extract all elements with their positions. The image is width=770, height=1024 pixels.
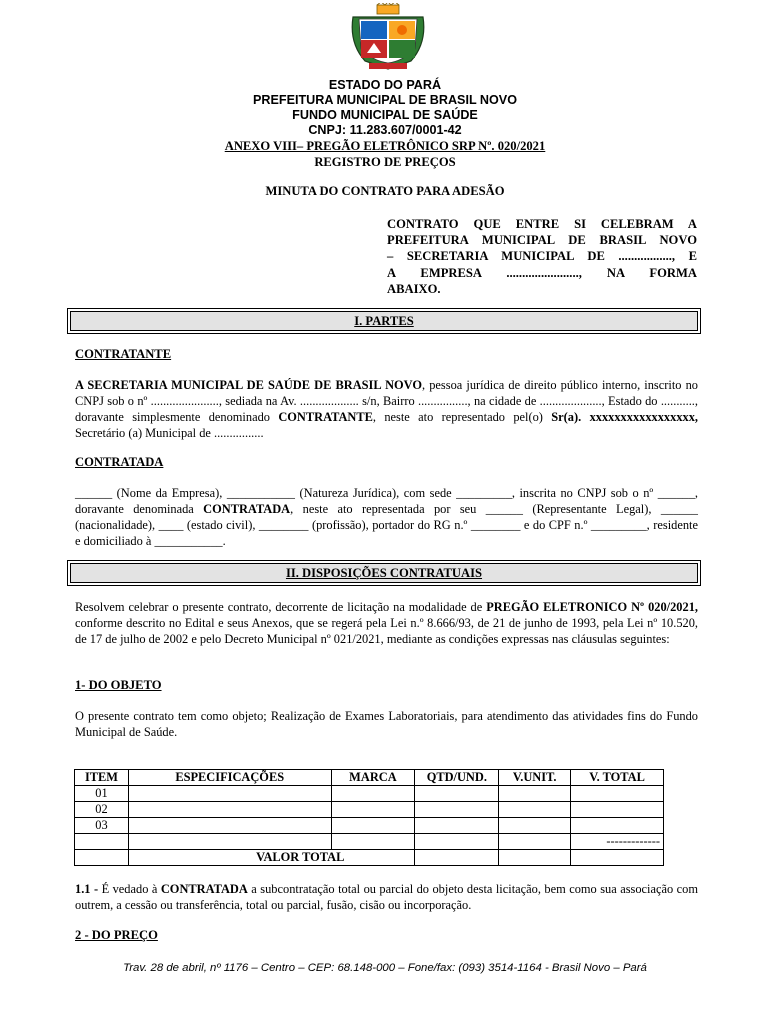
col-header: ESPECIFICAÇÕES <box>128 770 331 786</box>
document-header <box>0 78 770 138</box>
registry-title: REGISTRO DE PREÇOS <box>314 155 456 169</box>
bold-text: CONTRATADA <box>160 882 248 896</box>
col-header: V. TOTAL <box>571 770 664 786</box>
objeto-heading: 1- DO OBJETO <box>75 678 162 692</box>
col-header: ITEM <box>75 770 129 786</box>
contratada-paragraph <box>75 485 698 549</box>
table-header-row <box>75 770 664 786</box>
table-row <box>75 786 664 802</box>
clause-1-1 <box>75 881 698 913</box>
preamble-line: CONTRATO QUE ENTRE SI CELEBRAM A <box>387 217 697 231</box>
table-row <box>75 834 664 850</box>
items-table <box>74 769 664 866</box>
preamble-line: PREFEITURA MUNICIPAL DE BRASIL NOVO <box>387 233 697 248</box>
col-header: QTD/UND. <box>415 770 499 786</box>
contract-preamble <box>387 216 697 297</box>
text: É vedado à <box>98 882 161 896</box>
contratada-heading: CONTRATADA <box>75 455 164 469</box>
table-row <box>75 802 664 818</box>
preco-heading: 2 - DO PREÇO <box>75 928 158 942</box>
objeto-paragraph: O presente contrato tem como objeto; Realização de Exames Laboratoriais, para atendimento das atividades fins do Fundo Municipal de Saúde. <box>75 709 698 739</box>
preamble-line: ABAIXO. <box>387 281 441 296</box>
bold-text: PREGÃO ELETRONICO Nº 020/2021, <box>486 600 698 614</box>
text: Secretário (a) Municipal de ................ <box>75 426 264 440</box>
document-title: MINUTA DO CONTRATO PARA ADESÃO <box>265 184 505 198</box>
disposicoes-paragraph <box>75 599 698 647</box>
page-footer: Trav. 28 de abril, nº 1176 – Centro – CEP: 68.148-000 – Fone/fax: (093) 3514-1164 - Brasil Novo – Pará <box>123 962 647 974</box>
section-partes <box>70 311 698 331</box>
total-row <box>75 850 664 866</box>
bold-text: CONTRATANTE <box>278 410 373 424</box>
bold-text: 1.1 - <box>75 882 99 896</box>
section-disposicoes <box>70 563 698 583</box>
header-line: CNPJ: 11.283.607/0001-42 <box>308 123 462 137</box>
total-label: VALOR TOTAL <box>128 850 414 866</box>
contratante-paragraph <box>75 377 698 441</box>
annex-block <box>0 138 770 170</box>
item-number: 03 <box>75 818 129 834</box>
item-number: 01 <box>75 786 129 802</box>
header-line: FUNDO MUNICIPAL DE SAÚDE <box>292 108 478 122</box>
text: , neste ato representada por seu ______ (Representante Legal), ______ (nacionalidade), ____ (estado civil), ________ (profissão), portador do RG n.º ________ e do CPF n.º _________, residente e domiciliado à ___________. <box>75 502 698 548</box>
total-placeholder: ------------- <box>571 834 664 850</box>
header-line: PREFEITURA MUNICIPAL DE BRASIL NOVO <box>252 93 518 107</box>
preamble-line: – SECRETARIA MUNICIPAL DE ................., E <box>387 249 697 264</box>
text: ______ (Nome da Empresa), ___________ (Natureza Jurídica), com sede _________, inscrita no CNPJ sob o nº ______, doravante denominada <box>75 486 698 516</box>
bold-text: CONTRATADA <box>203 502 291 516</box>
item-number: 02 <box>75 802 129 818</box>
col-header: V.UNIT. <box>499 770 571 786</box>
section-title: I. PARTES <box>354 314 414 328</box>
section-title: II. DISPOSIÇÕES CONTRATUAIS <box>285 566 483 580</box>
municipal-crest-emblem <box>347 3 429 71</box>
text: conforme descrito no Edital e seus Anexos, que se regerá pela Lei n.º 8.666/93, de 21 de junho de 1993, pela Lei nº 10.520, de 17 de julho de 2002 e pelo Decreto Municipal nº 021/2021, mediante as condições expressas nas cláusulas seguintes: <box>75 616 698 646</box>
text: a subcontratação total ou parcial do objeto desta licitação, bem como sua associação com outrem, a cessão ou transferência, total ou parcial, fusão, cisão ou incorporação. <box>75 882 698 912</box>
header-line: ESTADO DO PARÁ <box>328 78 442 92</box>
contratante-heading: CONTRATANTE <box>75 347 172 361</box>
text: , neste ato representado pel(o) <box>372 410 552 424</box>
annex-title: ANEXO VIII– PREGÃO ELETRÔNICO SRP Nº. 020/2021 <box>224 139 546 153</box>
text: , pessoa jurídica de direito público interno, inscrito no CNPJ sob o nº ......................, sediada na Av. ................... s/n, Bairro ................, na cidade de ...................., Estado do ..........., doravante simplesmente denominado <box>75 378 698 424</box>
col-header: MARCA <box>331 770 415 786</box>
preamble-line: A EMPRESA ......................., NA FORMA <box>387 265 697 280</box>
table-row <box>75 818 664 834</box>
bold-text: A SECRETARIA MUNICIPAL DE SAÚDE DE BRASIL NOVO <box>75 378 422 392</box>
text: Resolvem celebrar o presente contrato, decorrente de licitação na modalidade de <box>75 600 487 614</box>
bold-text: Sr(a). xxxxxxxxxxxxxxxxx, <box>551 410 698 424</box>
